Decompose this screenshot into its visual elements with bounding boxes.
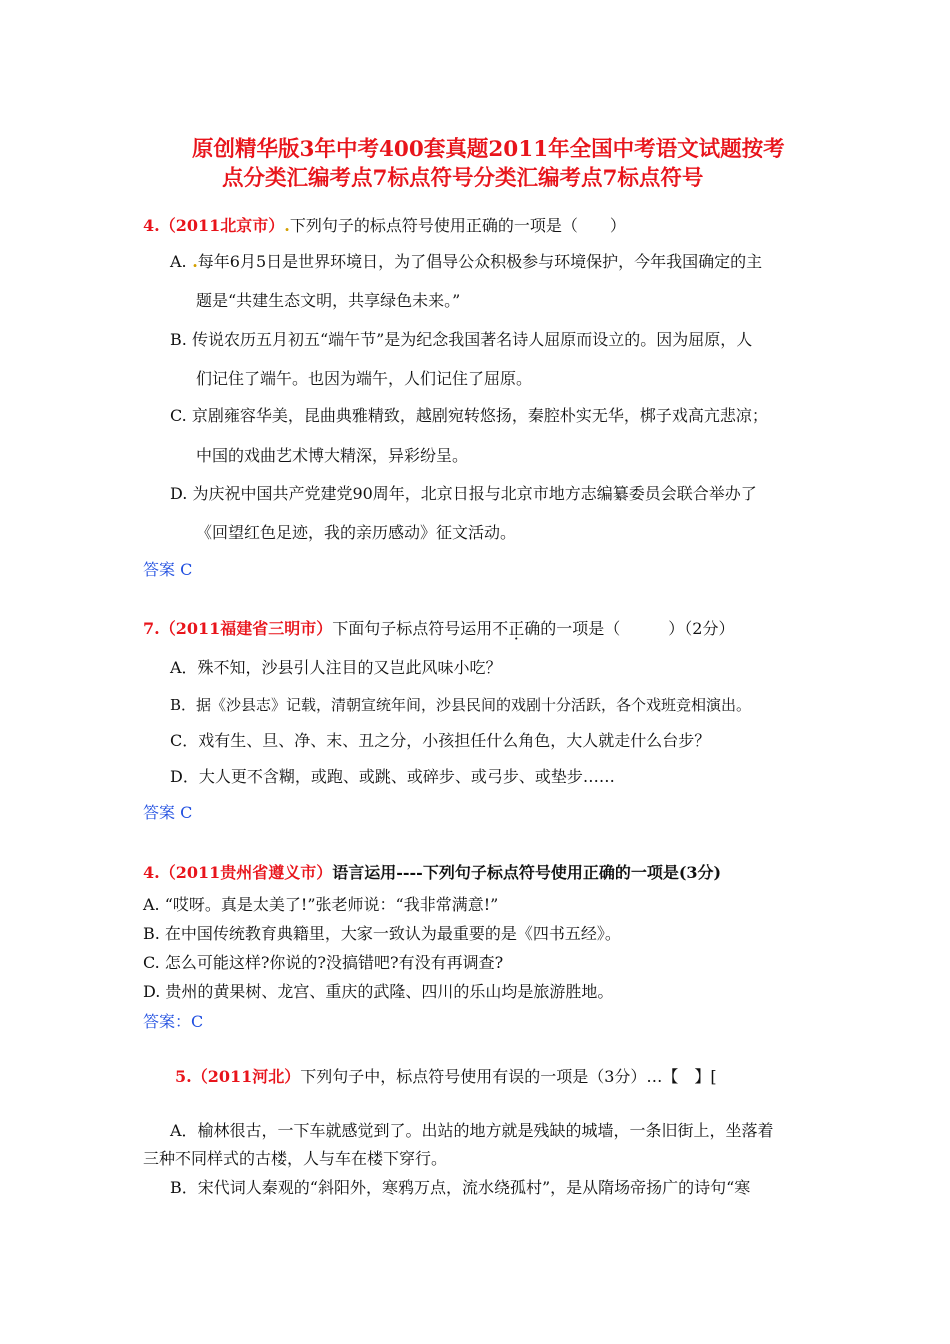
emphasized-word: 不正确 bbox=[492, 619, 541, 638]
question-stem: 语言运用----下列句子标点符号使用正确的一项是(3分) bbox=[332, 863, 722, 882]
answer: 答案 C bbox=[143, 803, 193, 822]
option-d: D．大人更不含糊，或跑、或跳、或碎步、或弓步、或垫步…… bbox=[170, 767, 615, 786]
option-label: A. bbox=[170, 252, 187, 271]
option-label: D. bbox=[170, 484, 188, 503]
option-label: C. bbox=[170, 406, 187, 425]
answer: 答案 C bbox=[143, 560, 193, 579]
question-source: （2011福建省三明市） bbox=[159, 619, 333, 638]
question-4-beijing bbox=[143, 215, 626, 237]
option-b: B. 在中国传统教育典籍里，大家一致认为最重要的是《四书五经》。 bbox=[143, 924, 621, 943]
option-a-line-1: A. .每年6月5日是世界环境日，为了倡导公众积极参与环境保护，今年我国确定的主 bbox=[170, 252, 763, 271]
option-a-line-2: 三种不同样式的古楼，人与车在楼下穿行。 bbox=[143, 1149, 448, 1168]
question-source: （2011河北） bbox=[191, 1067, 301, 1086]
question-number: 4. bbox=[143, 863, 160, 882]
question-source: （2011北京市） bbox=[159, 216, 285, 235]
stray-mark: . bbox=[284, 216, 290, 235]
question-number: 4. bbox=[143, 216, 160, 235]
page-title-line-2: 点分类汇编考点7标点符号分类汇编考点7标点符号 bbox=[222, 166, 704, 191]
option-a-line-1: A．榆林很古，一下车就感觉到了。出站的地方就是残缺的城墙，一条旧街上，坐落着 bbox=[170, 1121, 774, 1140]
option-d-line-2: 《回望红色足迹，我的亲历感动》征文活动。 bbox=[196, 523, 517, 542]
question-source: （2011贵州省遵义市） bbox=[159, 863, 333, 882]
question-number: 7. bbox=[143, 619, 160, 638]
option-b-line-1: B. 传说农历五月初五“端午节”是为纪念我国著名诗人屈原而设立的。因为屈原，人 bbox=[170, 330, 753, 349]
option-b-line-1: B．宋代词人秦观的“斜阳外，寒鸦万点，流水绕孤村”，是从隋场帝扬广的诗句“寒 bbox=[170, 1178, 751, 1197]
question-4-zunyi bbox=[143, 862, 721, 884]
option-c: C．戏有生、旦、净、末、丑之分，小孩担任什么角色，大人就走什么台步？ bbox=[170, 731, 711, 750]
question-number: 5. bbox=[175, 1067, 192, 1086]
option-a: A. “哎呀。真是太美了!”张老师说：“我非常满意!” bbox=[143, 895, 499, 914]
question-stem: 下列句子的标点符号使用正确的一项是（ ） bbox=[289, 216, 626, 235]
option-b-line-2: 们记住了端午。也因为端午，人们记住了屈原。 bbox=[196, 369, 533, 388]
page-title-line-1: 原创精华版3年中考400套真题2011年全国中考语文试题按考 bbox=[192, 137, 785, 162]
option-label: B. bbox=[170, 330, 187, 349]
question-stem: 下列句子中，标点符号使用有误的一项是（3分）…【 】[ bbox=[300, 1067, 717, 1086]
question-stem: 下面句子标点符号运用 bbox=[332, 619, 493, 638]
option-b: B．据《沙县志》记载，清朝宣统年间，沙县民间的戏剧十分活跃，各个戏班竞相演出。 bbox=[170, 696, 752, 714]
option-c-line-1: C. 京剧雍容华美，昆曲典雅精致，越剧宛转悠扬，秦腔朴实无华，梆子戏高亢悲凉； bbox=[170, 406, 768, 425]
option-a: A．殊不知，沙县引人注目的又岂此风味小吃？ bbox=[170, 658, 502, 677]
stray-mark: . bbox=[186, 252, 198, 271]
answer: 答案：C bbox=[143, 1012, 204, 1031]
option-c: C. 怎么可能这样?你说的?没搞错吧?有没有再调查? bbox=[143, 953, 504, 972]
question-5-hebei bbox=[175, 1066, 717, 1088]
option-d-line-1: D. 为庆祝中国共产党建党90周年，北京日报与北京市地方志编纂委员会联合举办了 bbox=[170, 484, 757, 503]
question-7-sanming: 7.（2011福建省三明市）下面句子标点符号运用不正确的一项是（ ）（2分） bbox=[143, 619, 735, 638]
option-c-line-2: 中国的戏曲艺术博大精深，异彩纷呈。 bbox=[196, 446, 469, 465]
option-a-line-2: 题是“共建生态文明，共享绿色未来。” bbox=[196, 291, 461, 310]
option-d: D. 贵州的黄果树、龙宫、重庆的武隆、四川的乐山均是旅游胜地。 bbox=[143, 982, 614, 1001]
